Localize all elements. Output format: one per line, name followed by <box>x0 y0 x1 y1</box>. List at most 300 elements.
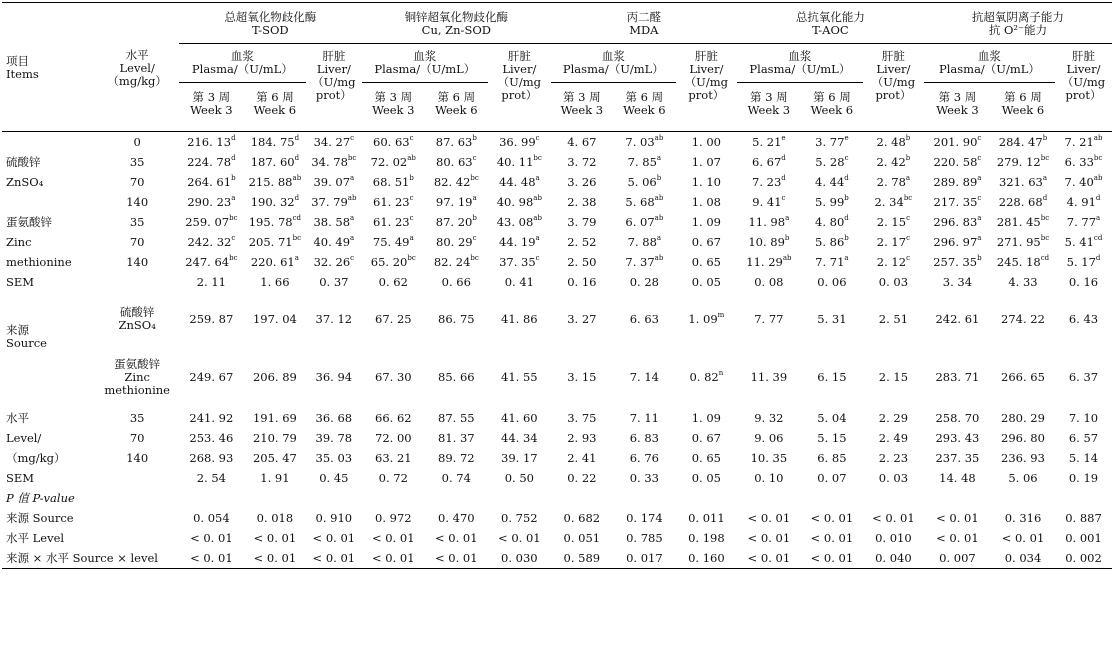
pvalue-cell: < 0. 01 <box>498 530 541 545</box>
source-name: 蛋氨酸锌 Zinc methionine <box>104 356 170 397</box>
sem-value: 0. 07 <box>817 470 847 485</box>
significance-letter: cd <box>292 213 302 222</box>
significance-letter: c <box>977 153 982 162</box>
pvalue-cell: 0. 018 <box>256 510 294 525</box>
table-cell <box>613 192 676 212</box>
cell-value: 190. 32 <box>250 194 295 209</box>
table-cell <box>801 192 863 212</box>
pvalue-cell: < 0. 01 <box>190 530 233 545</box>
level-cell: 35 <box>129 154 145 169</box>
pvalue-cell: < 0. 01 <box>253 530 297 545</box>
level-cell: 70 <box>129 234 145 249</box>
significance-letter: c <box>350 133 355 142</box>
cell-value: 97. 19 <box>435 194 473 209</box>
cell-value: 6. 67 <box>752 154 782 169</box>
table-cell <box>179 292 244 346</box>
table-cell <box>244 346 306 408</box>
table-cell <box>613 132 676 153</box>
cell-value: 4. 91 <box>1066 194 1096 209</box>
significance-letter: a <box>844 253 849 262</box>
week6-header: 第 6 周 Week 6 <box>623 90 666 117</box>
sem-row <box>2 272 1112 292</box>
significance-letter: a <box>350 213 355 222</box>
pvalue-row <box>2 528 1112 548</box>
pvalue-cell: < 0. 01 <box>747 550 791 565</box>
cell-value: 0. 82 <box>689 369 719 384</box>
cell-value: 7. 11 <box>629 410 659 425</box>
sem-value: 0. 41 <box>504 274 534 289</box>
level-row <box>2 448 1112 468</box>
significance-letter: bc <box>903 193 913 202</box>
cell-value: 0. 65 <box>691 254 721 269</box>
pvalue-cell: 0. 001 <box>1065 530 1102 545</box>
cell-value: 2. 29 <box>878 410 909 425</box>
row-label: 硫酸锌 <box>6 154 41 169</box>
sem-value: 0. 66 <box>441 274 471 289</box>
table-cell <box>551 292 613 346</box>
table-cell <box>488 252 551 272</box>
table-cell <box>863 252 924 272</box>
significance-letter: c <box>472 153 477 162</box>
cell-value: 2. 51 <box>878 311 909 326</box>
liver-header: 肝脏 Liver/ （U/mg prot） <box>312 49 356 102</box>
significance-letter: ab <box>1093 133 1103 142</box>
cell-value: 220. 61 <box>250 254 295 269</box>
table-cell <box>244 132 306 153</box>
cell-value: 4. 80 <box>815 214 845 229</box>
cell-value: 0. 67 <box>691 234 721 249</box>
cell-value: 3. 72 <box>567 154 597 169</box>
cell-value: 37. 12 <box>315 311 353 326</box>
pvalue-row <box>2 548 1112 569</box>
plasma-header: 血浆 Plasma/（U/mL） <box>551 44 676 83</box>
table-cell <box>306 346 362 408</box>
level-cell: 35 <box>129 214 145 229</box>
table-cell <box>551 152 613 172</box>
pvalue-cell: 0. 316 <box>1004 510 1042 525</box>
cell-value: 257. 35 <box>933 254 978 269</box>
table-cell <box>306 152 362 172</box>
pvalue-cell: 0. 034 <box>1004 550 1042 565</box>
table-cell <box>488 212 551 232</box>
table-cell <box>863 152 924 172</box>
cell-value: 1. 07 <box>691 154 721 169</box>
table-cell <box>244 152 306 172</box>
table-cell <box>676 212 737 232</box>
pvalue-cell: 0. 011 <box>688 510 725 525</box>
table-cell <box>488 192 551 212</box>
pvalue-cell: 0. 972 <box>375 510 412 525</box>
significance-letter: ab <box>533 193 542 202</box>
cell-value: 80. 63 <box>436 154 473 169</box>
cell-value: 1. 09 <box>688 311 718 326</box>
sem-value: 0. 05 <box>691 470 721 485</box>
significance-letter: ab <box>654 253 664 262</box>
cell-value: 5. 31 <box>817 311 847 326</box>
significance-letter: b <box>905 133 911 142</box>
cell-value: 10. 35 <box>750 450 788 465</box>
row-label: 水平 <box>6 410 29 425</box>
significance-letter: ab <box>654 193 664 202</box>
cell-value: 37. 79 <box>311 194 348 209</box>
table-cell <box>737 152 801 172</box>
table-row <box>2 172 1112 192</box>
table-cell <box>991 172 1055 192</box>
table-cell <box>488 172 551 192</box>
cell-value: 259. 07 <box>185 214 230 229</box>
cell-value: 41. 60 <box>501 410 538 425</box>
cell-value: 36. 94 <box>315 369 353 384</box>
sem-value: 0. 03 <box>878 470 909 485</box>
cell-value: 6. 37 <box>1068 369 1099 384</box>
table-cell <box>179 132 244 153</box>
cell-value: 242. 61 <box>935 311 980 326</box>
cell-value: 5. 41 <box>1064 234 1094 249</box>
significance-letter: a <box>294 253 299 262</box>
pvalue-cell: 0. 910 <box>315 510 353 525</box>
significance-letter: d <box>844 213 849 222</box>
table-cell <box>737 172 801 192</box>
cell-value: 236. 93 <box>1001 450 1045 465</box>
items-header: 项目 Items <box>6 54 39 81</box>
row-label: Level/ <box>6 430 42 445</box>
sem-label: SEM <box>6 470 35 485</box>
pvalue-cell: 0. 887 <box>1065 510 1102 525</box>
cell-value: 67. 30 <box>375 369 412 384</box>
cell-value: 280. 29 <box>1001 410 1045 425</box>
week3-header: 第 3 周 Week 3 <box>936 90 979 117</box>
table-cell <box>801 132 863 153</box>
table-row <box>2 212 1112 232</box>
cell-value: 72. 02 <box>370 154 408 169</box>
cell-value: 268. 93 <box>189 450 234 465</box>
cell-value: 2. 49 <box>878 430 909 445</box>
pvalue-cell: 0. 198 <box>688 530 725 545</box>
significance-letter: a <box>977 213 982 222</box>
table-cell <box>306 132 362 153</box>
cell-value: 3. 15 <box>567 369 597 384</box>
level-header: 水平 Level/ （mg/kg） <box>107 47 167 88</box>
cell-value: 253. 46 <box>189 430 234 445</box>
table-cell <box>244 232 306 252</box>
level-row <box>2 428 1112 448</box>
cell-value: 2. 15 <box>876 214 907 229</box>
significance-letter: c <box>231 233 236 242</box>
significance-letter: c <box>409 213 414 222</box>
sem-value: 0. 45 <box>319 470 349 485</box>
pvalue-row-label: 来源 Source <box>6 510 74 525</box>
table-cell <box>924 292 991 346</box>
row-label: methionine <box>6 254 72 269</box>
sem-value: 4. 33 <box>1008 274 1038 289</box>
sem-value: 2. 54 <box>196 470 226 485</box>
cell-value: 9. 06 <box>754 430 784 445</box>
cell-value: 6. 43 <box>1068 311 1099 326</box>
significance-letter: b <box>472 213 477 222</box>
cell-value: 44. 34 <box>501 430 538 445</box>
row-label <box>2 132 96 153</box>
cell-value: 296. 83 <box>933 214 978 229</box>
level-cell: 140 <box>126 450 149 465</box>
cell-value: 3. 26 <box>567 174 597 189</box>
sem-value: 3. 34 <box>942 274 973 289</box>
significance-letter: b <box>472 133 477 142</box>
cell-value: 1. 10 <box>691 174 721 189</box>
pvalue-cell: < 0. 01 <box>936 510 979 525</box>
cell-value: 7. 21 <box>1064 134 1094 149</box>
level-cell: 140 <box>126 194 149 209</box>
week3-header: 第 3 周 Week 3 <box>560 90 604 117</box>
cell-value: 224. 78 <box>187 154 232 169</box>
cell-value: 2. 34 <box>874 194 904 209</box>
sem-value: 5. 06 <box>1008 470 1038 485</box>
significance-letter: ab <box>654 213 664 222</box>
plasma-header: 血浆 Plasma/（U/mL） <box>737 44 863 83</box>
cell-value: 7. 77 <box>754 311 784 326</box>
cell-value: 7. 40 <box>1064 174 1094 189</box>
cell-value: 0. 67 <box>691 430 721 445</box>
pvalue-cell: < 0. 01 <box>190 550 233 565</box>
cell-value: 7. 77 <box>1066 214 1097 229</box>
liver-header: 肝脏 Liver/ （U/mg prot） <box>684 49 729 102</box>
row-label: Zinc <box>6 234 32 249</box>
table-cell <box>863 192 924 212</box>
sem-value: 0. 10 <box>754 470 784 485</box>
significance-letter: d <box>1042 193 1048 202</box>
pvalue-cell: < 0. 01 <box>372 550 415 565</box>
cell-value: 4. 44 <box>815 174 845 189</box>
cell-value: 210. 79 <box>252 430 297 445</box>
table-cell <box>179 232 244 252</box>
significance-letter: bc <box>347 153 357 162</box>
table-cell <box>362 172 425 192</box>
significance-letter: cd <box>1093 233 1103 242</box>
pvalue-cell: < 0. 01 <box>312 530 356 545</box>
cell-value: 201. 90 <box>933 134 978 149</box>
sem-value: 0. 74 <box>441 470 471 485</box>
table-cell <box>924 152 991 172</box>
significance-letter: a <box>535 233 540 242</box>
week6-header: 第 6 周 Week 6 <box>1001 90 1045 117</box>
pvalue-cell: 0. 589 <box>563 550 601 565</box>
table-cell <box>1055 152 1112 172</box>
sem-value: 14. 48 <box>939 470 976 485</box>
cell-value: 249. 67 <box>189 369 234 384</box>
cell-value: 3. 27 <box>567 311 597 326</box>
table-cell <box>991 212 1055 232</box>
cell-value: 2. 15 <box>878 369 909 384</box>
row-label: （mg/kg） <box>6 450 66 465</box>
pvalue-cell: 0. 174 <box>626 510 663 525</box>
cell-value: 2. 12 <box>876 254 907 269</box>
cell-value: 296. 80 <box>1001 430 1045 445</box>
cell-value: 5. 99 <box>815 194 845 209</box>
cell-value: 6. 15 <box>817 369 847 384</box>
pvalue-cell: < 0. 01 <box>810 510 854 525</box>
table-cell <box>488 232 551 252</box>
significance-letter: a <box>977 233 982 242</box>
cell-value: 87. 55 <box>438 410 475 425</box>
table-cell <box>801 292 863 346</box>
cell-value: 216. 13 <box>187 134 232 149</box>
sem-value: 0. 37 <box>319 274 349 289</box>
cell-value: 5. 86 <box>815 234 845 249</box>
cell-value: 32. 26 <box>313 254 351 269</box>
significance-letter: bc <box>1040 213 1050 222</box>
table-cell <box>362 232 425 252</box>
liver-header: 肝脏 Liver/ （U/mg prot） <box>497 49 541 102</box>
level-row <box>2 408 1112 428</box>
sem-value: 2. 11 <box>196 274 226 289</box>
table-cell <box>244 292 306 346</box>
sem-value: 0. 05 <box>691 274 721 289</box>
table-cell <box>991 132 1055 153</box>
cell-value: 2. 50 <box>567 254 597 269</box>
table-cell <box>425 252 488 272</box>
level-cell: 35 <box>129 410 145 425</box>
group-header-asar: 抗超氧阴离子能力 抗 O²⁻能力 <box>924 3 1112 44</box>
table-cell <box>613 172 676 192</box>
table-cell <box>1055 346 1112 408</box>
significance-letter: a <box>785 213 790 222</box>
cell-value: 39. 07 <box>313 174 351 189</box>
pvalue-cell: < 0. 01 <box>936 530 979 545</box>
cell-value: 65. 20 <box>370 254 408 269</box>
cell-value: 245. 18 <box>996 254 1041 269</box>
table-cell <box>991 232 1055 252</box>
table-cell <box>488 292 551 346</box>
significance-letter: bc <box>292 233 302 242</box>
cell-value: 3. 79 <box>567 214 597 229</box>
cell-value: 3. 77 <box>815 134 845 149</box>
cell-value: 1. 09 <box>691 410 721 425</box>
liver-header: 肝脏 Liver/ （U/mg prot） <box>1061 49 1106 102</box>
cell-value: 290. 23 <box>187 194 232 209</box>
significance-letter: a <box>409 233 414 242</box>
table-cell <box>1055 192 1112 212</box>
cell-value: 296. 97 <box>933 234 978 249</box>
cell-value: 7. 85 <box>627 154 657 169</box>
table-cell <box>863 292 924 346</box>
table-cell <box>306 192 362 212</box>
significance-letter: bc <box>1040 153 1050 162</box>
cell-value: 39. 78 <box>315 430 353 445</box>
cell-value: 40. 11 <box>496 154 534 169</box>
sem-value: 0. 08 <box>754 274 784 289</box>
table-cell <box>244 212 306 232</box>
significance-letter: ab <box>1093 173 1103 182</box>
cell-value: 7. 23 <box>752 174 782 189</box>
table-row <box>2 232 1112 252</box>
pvalue-cell: 0. 030 <box>501 550 538 565</box>
cell-value: 11. 39 <box>750 369 788 384</box>
cell-value: 283. 71 <box>935 369 980 384</box>
table-cell <box>924 172 991 192</box>
significance-letter: c <box>409 133 414 142</box>
table-cell <box>425 346 488 408</box>
significance-letter: b <box>844 233 849 242</box>
plasma-header: 血浆 Plasma/（U/mL） <box>924 44 1055 83</box>
cell-value: 87. 63 <box>435 134 473 149</box>
cell-value: 2. 93 <box>567 430 597 445</box>
cell-value: 197. 04 <box>252 311 297 326</box>
pvalue-cell: 0. 682 <box>563 510 601 525</box>
group-header-mda: 丙二醛 MDA <box>551 3 737 44</box>
cell-value: 60. 63 <box>373 134 410 149</box>
table-cell <box>737 192 801 212</box>
table-cell <box>991 292 1055 346</box>
cell-value: 205. 71 <box>248 234 293 249</box>
cell-value: 191. 69 <box>252 410 297 425</box>
cell-value: 41. 86 <box>501 311 538 326</box>
table-cell <box>362 212 425 232</box>
pvalue-cell: < 0. 01 <box>435 530 478 545</box>
table-cell <box>362 346 425 408</box>
cell-value: 40. 98 <box>496 194 534 209</box>
table-cell <box>488 346 551 408</box>
pvalue-cell: < 0. 01 <box>312 550 356 565</box>
row-label: 来源 Source <box>6 323 47 350</box>
cell-value: 259. 87 <box>189 311 234 326</box>
significance-letter: a <box>350 233 355 242</box>
cell-value: 6. 63 <box>629 311 659 326</box>
sem-label: SEM <box>6 274 35 289</box>
table-cell <box>362 192 425 212</box>
table-cell <box>613 292 676 346</box>
pvalue-cell: < 0. 01 <box>810 530 854 545</box>
cell-value: 281. 45 <box>996 214 1041 229</box>
significance-letter: c <box>535 133 540 142</box>
significance-letter: b <box>905 153 911 162</box>
significance-letter: ab <box>782 253 792 262</box>
significance-letter: b <box>1042 133 1048 142</box>
table-row <box>2 252 1112 272</box>
cell-value: 34. 78 <box>311 154 348 169</box>
cell-value: 3. 75 <box>567 410 597 425</box>
pvalue-cell: < 0. 01 <box>747 510 791 525</box>
significance-letter: bc <box>229 253 238 262</box>
table-cell <box>179 192 244 212</box>
significance-letter: a <box>905 173 911 182</box>
sem-value: 0. 28 <box>629 274 659 289</box>
pvalue-header-row <box>2 488 1112 508</box>
group-header-cuzn: 铜锌超氧化物歧化酶 Cu, Zn-SOD <box>362 3 551 44</box>
sem-value: 0. 33 <box>629 470 659 485</box>
table-cell <box>1055 232 1112 252</box>
table-cell <box>425 172 488 192</box>
significance-letter: c <box>535 253 540 262</box>
cell-value: 7. 03 <box>625 134 655 149</box>
table-cell <box>1055 172 1112 192</box>
cell-value: 247. 64 <box>185 254 230 269</box>
cell-value: 4. 67 <box>567 134 597 149</box>
significance-letter: n <box>718 368 724 377</box>
cell-value: 2. 48 <box>876 134 906 149</box>
table-cell <box>179 346 244 408</box>
cell-value: 266. 65 <box>1001 369 1045 384</box>
cell-value: 36. 68 <box>315 410 353 425</box>
row-label <box>2 192 96 212</box>
cell-value: 61. 23 <box>373 214 410 229</box>
cell-value: 68. 51 <box>372 174 410 189</box>
cell-value: 220. 58 <box>933 154 978 169</box>
table-cell <box>613 232 676 252</box>
cell-value: 5. 06 <box>627 174 657 189</box>
level-cell: 0 <box>133 134 141 149</box>
source-row <box>2 346 1112 408</box>
table-cell <box>1055 292 1112 346</box>
pvalue-row-label: 来源 × 水平 Source × level <box>6 550 158 565</box>
